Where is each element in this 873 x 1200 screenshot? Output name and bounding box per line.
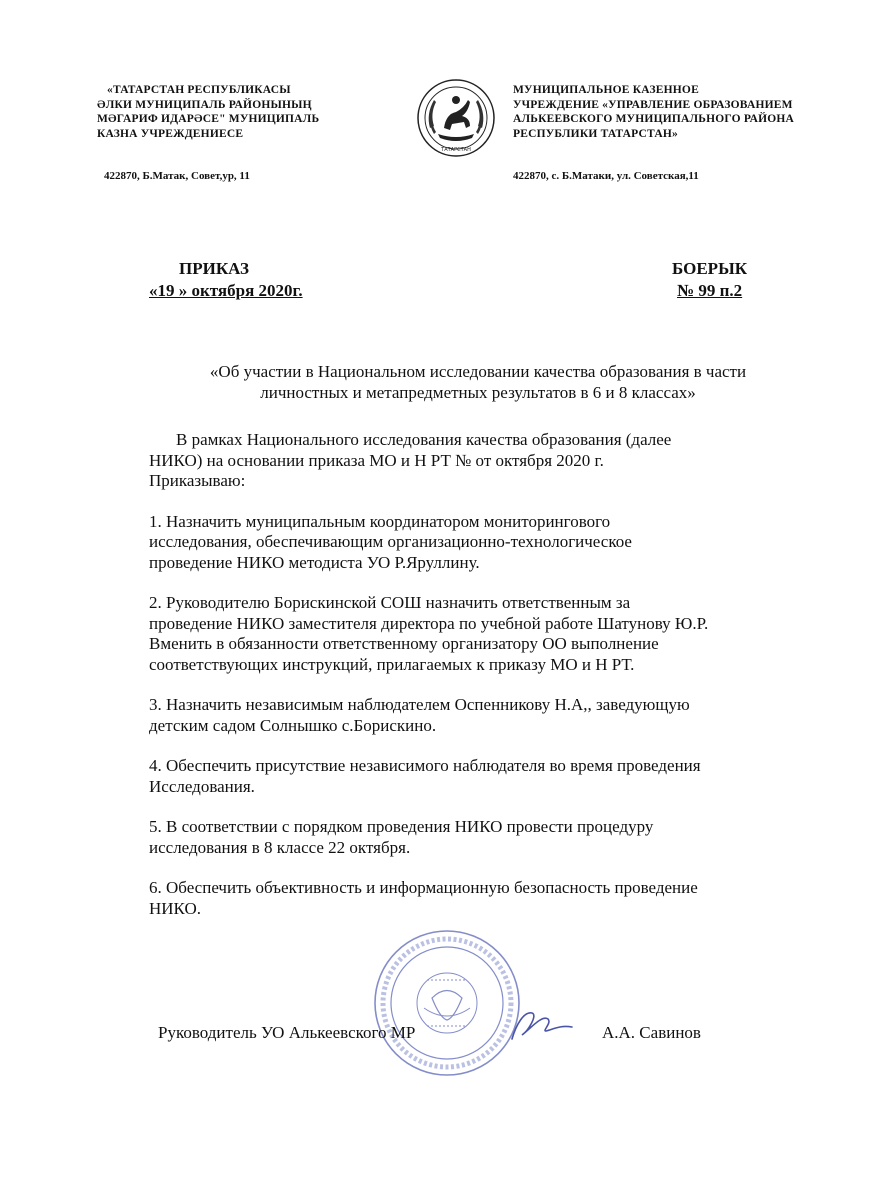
item-6-line-2: НИКО. — [149, 898, 201, 918]
order-title-left: ПРИКАЗ — [179, 259, 249, 278]
item-1-line-2: исследования, обеспечивающим организационно-технологическое — [149, 532, 632, 551]
header-left-line-1: «ТАТАРСТАН РЕСПУБЛИКАСЫ — [107, 84, 291, 96]
header-left-address: 422870, Б.Матак, Совет,ур, 11 — [104, 170, 250, 182]
official-stamp — [372, 928, 522, 1078]
heading-line-2: личностных и метапредметных результатов в 6 и 8 классах» — [260, 383, 696, 402]
order-title-right: БОЕРЫК — [672, 259, 748, 278]
heading-line-1: «Об участии в Национальном исследовании качества образования в части — [209, 362, 747, 381]
header-left-line-3: МӘГАРИФ ИДАРӘСЕ" МУНИЦИПАЛЬ — [97, 113, 320, 125]
item-2-line-2: проведение НИКО заместителя директора по учебной работе Шатунову Ю.Р. — [149, 613, 709, 633]
header-left-line-2: ӘЛКИ МУНИЦИПАЛЬ РАЙОНЫНЫҢ — [97, 98, 312, 111]
item-5-line-1: 5. В соответствии с порядком проведения НИКО провести процедуру — [149, 817, 654, 836]
item-4-line-1: 4. Обеспечить присутствие независимого наблюдателя во время проведения — [149, 756, 701, 775]
tatarstan-emblem-icon — [416, 78, 496, 158]
item-1-line-1: 1. Назначить муниципальным координатором мониторингового — [149, 511, 611, 531]
intro-line-2: НИКО) на основании приказа МО и Н РТ № от октября 2020 г. — [149, 450, 604, 470]
header-right-org — [513, 83, 794, 141]
header-left-line-4: КАЗНА УЧРЕЖДЕНИЕСЕ — [97, 127, 244, 140]
header-right-line-3: АЛЬКЕЕВСКОГО МУНИЦИПАЛЬНОГО РАЙОНА — [513, 113, 795, 125]
header-right-line-1: МУНИЦИПАЛЬНОЕ КАЗЕННОЕ — [513, 84, 699, 96]
item-4-line-2: Исследования. — [149, 776, 255, 796]
emblem-text: ТАТАРСТАН — [441, 147, 471, 153]
header-left-org — [97, 83, 319, 141]
signature-position: Руководитель УО Алькеевского МР — [158, 1023, 416, 1042]
header-right-line-2: УЧРЕЖДЕНИЕ «УПРАВЛЕНИЕ ОБРАЗОВАНИЕМ — [513, 98, 793, 111]
item-5-line-2: исследования в 8 классе 22 октября. — [149, 837, 411, 857]
item-2-line-4: соответствующих инструкций, прилагаемых к приказу МО и Н РТ. — [149, 654, 635, 674]
emblem-logo — [416, 78, 496, 158]
header-right-address: 422870, с. Б.Матаки, ул. Советская,11 — [513, 170, 699, 182]
intro-line-1: В рамках Национального исследования качества образования (далее — [176, 430, 672, 449]
intro-line-3: Приказываю: — [149, 471, 246, 490]
signature-name: А.А. Савинов — [602, 1023, 701, 1042]
item-1-line-3: проведение НИКО методиста УО Р.Яруллину. — [149, 552, 480, 572]
handwritten-signature — [502, 1005, 582, 1045]
item-2-line-1: 2. Руководителю Борискинской СОШ назначить ответственным за — [149, 593, 631, 612]
item-2-line-3: Вменить в обязанности ответственному организатору ОО выполнение — [149, 634, 659, 653]
header-right-line-4: РЕСПУБЛИКИ ТАТАРСТАН» — [513, 127, 678, 140]
item-3-line-2: детским садом Солнышко с.Борискино. — [149, 715, 437, 735]
document-heading — [148, 361, 808, 403]
item-3-line-1: 3. Назначить независимым наблюдателем Оспенникову Н.А,, заведующую — [149, 695, 690, 714]
order-date: «19 » октября 2020г. — [149, 281, 303, 300]
round-stamp-icon — [372, 928, 522, 1078]
order-number: № 99 п.2 — [677, 281, 743, 300]
document-body — [149, 430, 708, 919]
item-6-line-1: 6. Обеспечить объективность и информационную безопасность проведение — [149, 878, 698, 897]
signature-scribble-icon — [502, 1005, 582, 1045]
